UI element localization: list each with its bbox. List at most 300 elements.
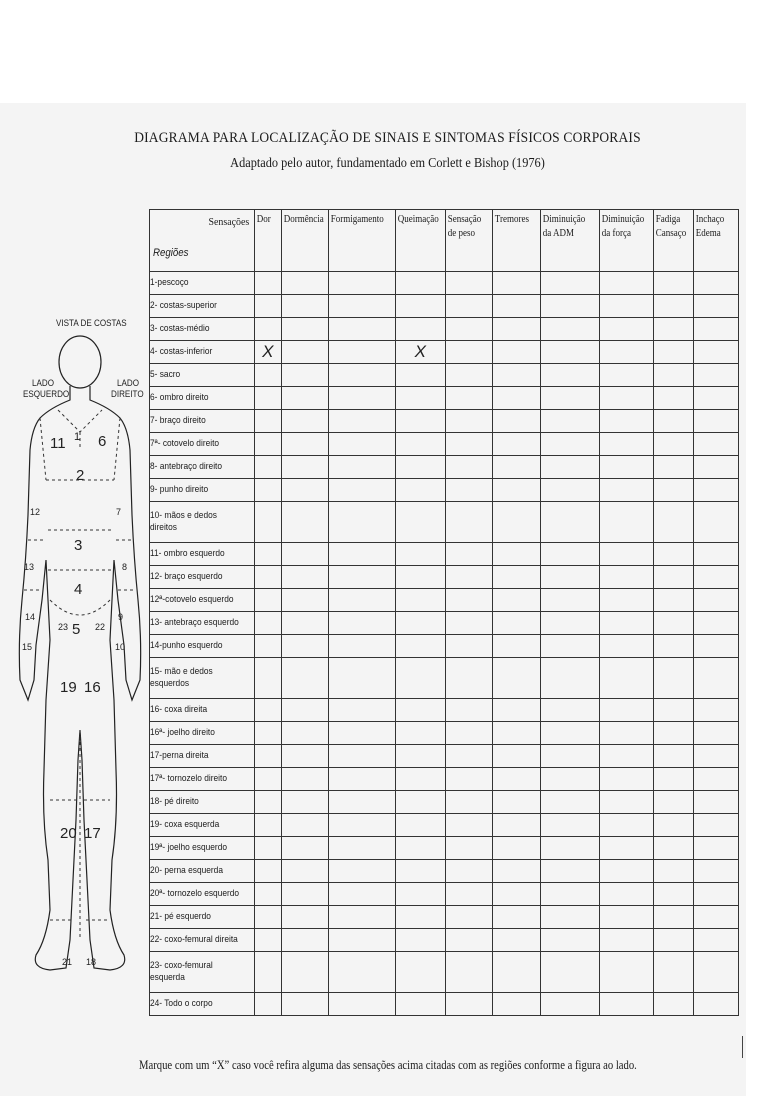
mark-cell[interactable] — [693, 837, 738, 860]
mark-cell[interactable] — [693, 635, 738, 658]
mark-cell[interactable] — [493, 502, 540, 543]
mark-cell[interactable] — [329, 860, 395, 883]
mark-cell[interactable] — [445, 479, 492, 502]
mark-cell[interactable] — [254, 993, 281, 1016]
mark-cell[interactable] — [540, 699, 599, 722]
mark-cell[interactable] — [281, 814, 328, 837]
mark-cell[interactable] — [395, 410, 445, 433]
mark-cell[interactable] — [281, 635, 328, 658]
mark-cell[interactable] — [281, 906, 328, 929]
mark-cell[interactable] — [493, 387, 540, 410]
mark-cell[interactable] — [281, 745, 328, 768]
mark-cell[interactable] — [395, 860, 445, 883]
mark-cell[interactable] — [395, 387, 445, 410]
mark-cell[interactable] — [254, 612, 281, 635]
mark-cell[interactable] — [693, 658, 738, 699]
mark-cell[interactable] — [395, 295, 445, 318]
mark-cell[interactable] — [445, 410, 492, 433]
mark-cell[interactable] — [254, 479, 281, 502]
mark-cell[interactable] — [254, 387, 281, 410]
mark-cell[interactable] — [395, 658, 445, 699]
mark-cell[interactable] — [254, 635, 281, 658]
mark-cell[interactable] — [599, 837, 653, 860]
mark-cell[interactable] — [493, 589, 540, 612]
mark-cell[interactable] — [395, 929, 445, 952]
mark-cell[interactable] — [599, 722, 653, 745]
mark-cell[interactable] — [395, 543, 445, 566]
mark-cell[interactable] — [493, 768, 540, 791]
mark-cell[interactable] — [540, 612, 599, 635]
mark-cell[interactable] — [599, 612, 653, 635]
mark-cell[interactable] — [329, 993, 395, 1016]
mark-cell[interactable] — [329, 635, 395, 658]
mark-cell[interactable] — [254, 768, 281, 791]
mark-cell[interactable] — [540, 952, 599, 993]
mark-cell[interactable] — [281, 929, 328, 952]
mark-cell[interactable] — [599, 635, 653, 658]
mark-cell[interactable] — [693, 295, 738, 318]
mark-cell[interactable] — [693, 318, 738, 341]
mark-cell[interactable] — [445, 722, 492, 745]
mark-cell[interactable] — [493, 745, 540, 768]
mark-cell[interactable] — [654, 272, 693, 295]
mark-cell[interactable] — [281, 433, 328, 456]
mark-cell[interactable] — [599, 658, 653, 699]
mark-cell[interactable] — [654, 860, 693, 883]
mark-cell[interactable] — [599, 410, 653, 433]
mark-cell[interactable] — [254, 543, 281, 566]
mark-cell[interactable] — [445, 543, 492, 566]
mark-cell[interactable] — [254, 566, 281, 589]
mark-cell[interactable] — [693, 791, 738, 814]
mark-cell[interactable] — [445, 433, 492, 456]
mark-cell[interactable] — [281, 364, 328, 387]
mark-cell[interactable] — [329, 272, 395, 295]
mark-cell[interactable] — [329, 814, 395, 837]
mark-cell[interactable] — [493, 341, 540, 364]
mark-cell[interactable] — [654, 658, 693, 699]
mark-cell[interactable] — [445, 814, 492, 837]
mark-cell[interactable] — [540, 929, 599, 952]
mark-cell[interactable] — [281, 768, 328, 791]
mark-cell[interactable] — [254, 456, 281, 479]
mark-cell[interactable] — [540, 387, 599, 410]
mark-cell[interactable] — [445, 635, 492, 658]
mark-cell[interactable] — [395, 566, 445, 589]
mark-cell[interactable] — [445, 589, 492, 612]
mark-cell[interactable] — [493, 318, 540, 341]
mark-cell[interactable] — [254, 883, 281, 906]
mark-cell[interactable] — [493, 635, 540, 658]
mark-cell[interactable] — [654, 745, 693, 768]
mark-cell[interactable] — [329, 768, 395, 791]
mark-cell[interactable] — [281, 837, 328, 860]
mark-cell[interactable] — [281, 543, 328, 566]
mark-cell[interactable] — [329, 722, 395, 745]
mark-cell[interactable] — [395, 906, 445, 929]
mark-cell[interactable] — [654, 699, 693, 722]
mark-cell[interactable] — [540, 722, 599, 745]
mark-cell[interactable] — [281, 612, 328, 635]
mark-cell[interactable] — [281, 341, 328, 364]
mark-cell[interactable] — [599, 272, 653, 295]
mark-cell[interactable] — [599, 699, 653, 722]
mark-cell[interactable] — [395, 814, 445, 837]
mark-cell[interactable] — [599, 318, 653, 341]
mark-cell[interactable] — [329, 410, 395, 433]
mark-cell[interactable] — [493, 906, 540, 929]
mark-cell[interactable] — [540, 410, 599, 433]
mark-cell[interactable] — [654, 341, 693, 364]
mark-cell[interactable] — [445, 929, 492, 952]
mark-cell[interactable] — [654, 768, 693, 791]
mark-cell[interactable] — [540, 318, 599, 341]
mark-cell[interactable] — [540, 272, 599, 295]
mark-cell[interactable] — [540, 433, 599, 456]
mark-cell[interactable] — [654, 589, 693, 612]
mark-cell[interactable] — [654, 387, 693, 410]
mark-cell[interactable] — [254, 814, 281, 837]
mark-cell[interactable] — [654, 814, 693, 837]
mark-cell[interactable] — [540, 837, 599, 860]
mark-cell[interactable] — [281, 791, 328, 814]
mark-cell[interactable] — [540, 791, 599, 814]
mark-cell[interactable] — [654, 295, 693, 318]
mark-cell[interactable] — [254, 589, 281, 612]
mark-cell[interactable] — [493, 295, 540, 318]
mark-cell[interactable] — [445, 456, 492, 479]
mark-cell[interactable] — [654, 433, 693, 456]
mark-cell[interactable] — [693, 272, 738, 295]
mark-cell[interactable] — [395, 883, 445, 906]
mark-cell[interactable] — [654, 612, 693, 635]
mark-cell[interactable] — [329, 295, 395, 318]
mark-cell[interactable] — [599, 929, 653, 952]
mark-cell[interactable] — [693, 768, 738, 791]
mark-cell[interactable] — [254, 791, 281, 814]
mark-cell[interactable] — [329, 745, 395, 768]
mark-cell[interactable] — [654, 906, 693, 929]
mark-cell[interactable] — [599, 502, 653, 543]
mark-cell[interactable] — [693, 566, 738, 589]
mark-cell[interactable] — [693, 699, 738, 722]
mark-cell[interactable] — [395, 589, 445, 612]
mark-cell[interactable]: X — [395, 341, 445, 364]
mark-cell[interactable] — [395, 479, 445, 502]
mark-cell[interactable] — [445, 952, 492, 993]
mark-cell[interactable] — [693, 479, 738, 502]
mark-cell[interactable] — [329, 387, 395, 410]
mark-cell[interactable] — [254, 410, 281, 433]
mark-cell[interactable] — [599, 364, 653, 387]
mark-cell[interactable] — [254, 272, 281, 295]
mark-cell[interactable] — [329, 502, 395, 543]
mark-cell[interactable] — [693, 543, 738, 566]
mark-cell[interactable] — [493, 791, 540, 814]
mark-cell[interactable] — [395, 745, 445, 768]
mark-cell[interactable] — [445, 295, 492, 318]
mark-cell[interactable] — [281, 993, 328, 1016]
mark-cell[interactable] — [254, 658, 281, 699]
mark-cell[interactable] — [493, 364, 540, 387]
mark-cell[interactable] — [599, 791, 653, 814]
mark-cell[interactable]: X — [254, 341, 281, 364]
mark-cell[interactable] — [395, 791, 445, 814]
mark-cell[interactable] — [395, 635, 445, 658]
mark-cell[interactable] — [654, 543, 693, 566]
mark-cell[interactable] — [329, 364, 395, 387]
mark-cell[interactable] — [329, 543, 395, 566]
mark-cell[interactable] — [654, 635, 693, 658]
mark-cell[interactable] — [493, 456, 540, 479]
mark-cell[interactable] — [693, 993, 738, 1016]
mark-cell[interactable] — [599, 860, 653, 883]
mark-cell[interactable] — [445, 993, 492, 1016]
mark-cell[interactable] — [281, 589, 328, 612]
mark-cell[interactable] — [281, 410, 328, 433]
mark-cell[interactable] — [254, 295, 281, 318]
mark-cell[interactable] — [445, 612, 492, 635]
mark-cell[interactable] — [540, 860, 599, 883]
mark-cell[interactable] — [654, 456, 693, 479]
mark-cell[interactable] — [599, 479, 653, 502]
mark-cell[interactable] — [395, 364, 445, 387]
mark-cell[interactable] — [493, 658, 540, 699]
mark-cell[interactable] — [329, 906, 395, 929]
mark-cell[interactable] — [329, 612, 395, 635]
mark-cell[interactable] — [445, 341, 492, 364]
mark-cell[interactable] — [254, 318, 281, 341]
mark-cell[interactable] — [329, 341, 395, 364]
mark-cell[interactable] — [540, 456, 599, 479]
mark-cell[interactable] — [693, 929, 738, 952]
mark-cell[interactable] — [540, 479, 599, 502]
mark-cell[interactable] — [540, 341, 599, 364]
mark-cell[interactable] — [540, 295, 599, 318]
mark-cell[interactable] — [693, 814, 738, 837]
mark-cell[interactable] — [540, 745, 599, 768]
mark-cell[interactable] — [693, 502, 738, 543]
mark-cell[interactable] — [493, 837, 540, 860]
mark-cell[interactable] — [281, 272, 328, 295]
mark-cell[interactable] — [654, 479, 693, 502]
mark-cell[interactable] — [540, 883, 599, 906]
mark-cell[interactable] — [329, 456, 395, 479]
mark-cell[interactable] — [445, 502, 492, 543]
mark-cell[interactable] — [281, 699, 328, 722]
mark-cell[interactable] — [599, 456, 653, 479]
mark-cell[interactable] — [493, 722, 540, 745]
mark-cell[interactable] — [445, 837, 492, 860]
mark-cell[interactable] — [693, 906, 738, 929]
mark-cell[interactable] — [654, 722, 693, 745]
mark-cell[interactable] — [693, 410, 738, 433]
mark-cell[interactable] — [329, 589, 395, 612]
mark-cell[interactable] — [395, 993, 445, 1016]
mark-cell[interactable] — [329, 791, 395, 814]
mark-cell[interactable] — [281, 318, 328, 341]
mark-cell[interactable] — [445, 318, 492, 341]
mark-cell[interactable] — [395, 456, 445, 479]
mark-cell[interactable] — [329, 433, 395, 456]
mark-cell[interactable] — [254, 837, 281, 860]
mark-cell[interactable] — [693, 433, 738, 456]
mark-cell[interactable] — [395, 433, 445, 456]
mark-cell[interactable] — [654, 410, 693, 433]
mark-cell[interactable] — [254, 502, 281, 543]
mark-cell[interactable] — [395, 612, 445, 635]
mark-cell[interactable] — [445, 699, 492, 722]
mark-cell[interactable] — [693, 745, 738, 768]
mark-cell[interactable] — [445, 768, 492, 791]
mark-cell[interactable] — [599, 993, 653, 1016]
mark-cell[interactable] — [395, 837, 445, 860]
mark-cell[interactable] — [445, 791, 492, 814]
mark-cell[interactable] — [599, 543, 653, 566]
mark-cell[interactable] — [281, 883, 328, 906]
mark-cell[interactable] — [599, 566, 653, 589]
mark-cell[interactable] — [254, 722, 281, 745]
mark-cell[interactable] — [395, 272, 445, 295]
mark-cell[interactable] — [329, 952, 395, 993]
mark-cell[interactable] — [540, 635, 599, 658]
mark-cell[interactable] — [540, 814, 599, 837]
mark-cell[interactable] — [329, 318, 395, 341]
mark-cell[interactable] — [254, 745, 281, 768]
mark-cell[interactable] — [281, 566, 328, 589]
mark-cell[interactable] — [654, 502, 693, 543]
mark-cell[interactable] — [599, 387, 653, 410]
mark-cell[interactable] — [445, 906, 492, 929]
mark-cell[interactable] — [254, 860, 281, 883]
mark-cell[interactable] — [329, 883, 395, 906]
mark-cell[interactable] — [329, 837, 395, 860]
mark-cell[interactable] — [493, 566, 540, 589]
mark-cell[interactable] — [493, 860, 540, 883]
mark-cell[interactable] — [254, 952, 281, 993]
mark-cell[interactable] — [493, 543, 540, 566]
mark-cell[interactable] — [693, 722, 738, 745]
mark-cell[interactable] — [693, 952, 738, 993]
mark-cell[interactable] — [329, 699, 395, 722]
mark-cell[interactable] — [540, 364, 599, 387]
mark-cell[interactable] — [281, 658, 328, 699]
mark-cell[interactable] — [654, 929, 693, 952]
mark-cell[interactable] — [329, 929, 395, 952]
mark-cell[interactable] — [281, 502, 328, 543]
mark-cell[interactable] — [254, 699, 281, 722]
mark-cell[interactable] — [540, 993, 599, 1016]
mark-cell[interactable] — [540, 566, 599, 589]
mark-cell[interactable] — [445, 272, 492, 295]
mark-cell[interactable] — [493, 929, 540, 952]
mark-cell[interactable] — [693, 860, 738, 883]
mark-cell[interactable] — [395, 722, 445, 745]
mark-cell[interactable] — [540, 658, 599, 699]
mark-cell[interactable] — [599, 295, 653, 318]
mark-cell[interactable] — [445, 883, 492, 906]
mark-cell[interactable] — [281, 387, 328, 410]
mark-cell[interactable] — [599, 433, 653, 456]
mark-cell[interactable] — [493, 433, 540, 456]
mark-cell[interactable] — [281, 479, 328, 502]
mark-cell[interactable] — [445, 387, 492, 410]
mark-cell[interactable] — [599, 768, 653, 791]
mark-cell[interactable] — [654, 883, 693, 906]
mark-cell[interactable] — [654, 952, 693, 993]
mark-cell[interactable] — [395, 768, 445, 791]
mark-cell[interactable] — [599, 814, 653, 837]
mark-cell[interactable] — [654, 318, 693, 341]
mark-cell[interactable] — [540, 906, 599, 929]
mark-cell[interactable] — [329, 658, 395, 699]
mark-cell[interactable] — [693, 364, 738, 387]
mark-cell[interactable] — [654, 791, 693, 814]
mark-cell[interactable] — [493, 410, 540, 433]
mark-cell[interactable] — [254, 364, 281, 387]
mark-cell[interactable] — [254, 929, 281, 952]
mark-cell[interactable] — [445, 860, 492, 883]
mark-cell[interactable] — [599, 952, 653, 993]
mark-cell[interactable] — [493, 952, 540, 993]
mark-cell[interactable] — [445, 566, 492, 589]
mark-cell[interactable] — [693, 387, 738, 410]
mark-cell[interactable] — [493, 612, 540, 635]
mark-cell[interactable] — [445, 658, 492, 699]
mark-cell[interactable] — [693, 341, 738, 364]
mark-cell[interactable] — [599, 745, 653, 768]
mark-cell[interactable] — [540, 543, 599, 566]
mark-cell[interactable] — [654, 566, 693, 589]
mark-cell[interactable] — [254, 906, 281, 929]
mark-cell[interactable] — [281, 295, 328, 318]
mark-cell[interactable] — [654, 837, 693, 860]
mark-cell[interactable] — [540, 768, 599, 791]
mark-cell[interactable] — [693, 883, 738, 906]
mark-cell[interactable] — [654, 993, 693, 1016]
mark-cell[interactable] — [493, 883, 540, 906]
mark-cell[interactable] — [445, 364, 492, 387]
mark-cell[interactable] — [281, 860, 328, 883]
mark-cell[interactable] — [493, 479, 540, 502]
mark-cell[interactable] — [395, 952, 445, 993]
mark-cell[interactable] — [281, 952, 328, 993]
mark-cell[interactable] — [395, 318, 445, 341]
mark-cell[interactable] — [395, 502, 445, 543]
mark-cell[interactable] — [493, 272, 540, 295]
mark-cell[interactable] — [281, 456, 328, 479]
mark-cell[interactable] — [540, 589, 599, 612]
mark-cell[interactable] — [540, 502, 599, 543]
mark-cell[interactable] — [329, 479, 395, 502]
mark-cell[interactable] — [599, 589, 653, 612]
mark-cell[interactable] — [493, 699, 540, 722]
mark-cell[interactable] — [281, 722, 328, 745]
mark-cell[interactable] — [445, 745, 492, 768]
mark-cell[interactable] — [693, 612, 738, 635]
mark-cell[interactable] — [599, 906, 653, 929]
mark-cell[interactable] — [395, 699, 445, 722]
mark-cell[interactable] — [493, 993, 540, 1016]
mark-cell[interactable] — [599, 341, 653, 364]
mark-cell[interactable] — [654, 364, 693, 387]
mark-cell[interactable] — [493, 814, 540, 837]
mark-cell[interactable] — [599, 883, 653, 906]
mark-cell[interactable] — [693, 456, 738, 479]
mark-cell[interactable] — [693, 589, 738, 612]
mark-cell[interactable] — [254, 433, 281, 456]
mark-cell[interactable] — [329, 566, 395, 589]
